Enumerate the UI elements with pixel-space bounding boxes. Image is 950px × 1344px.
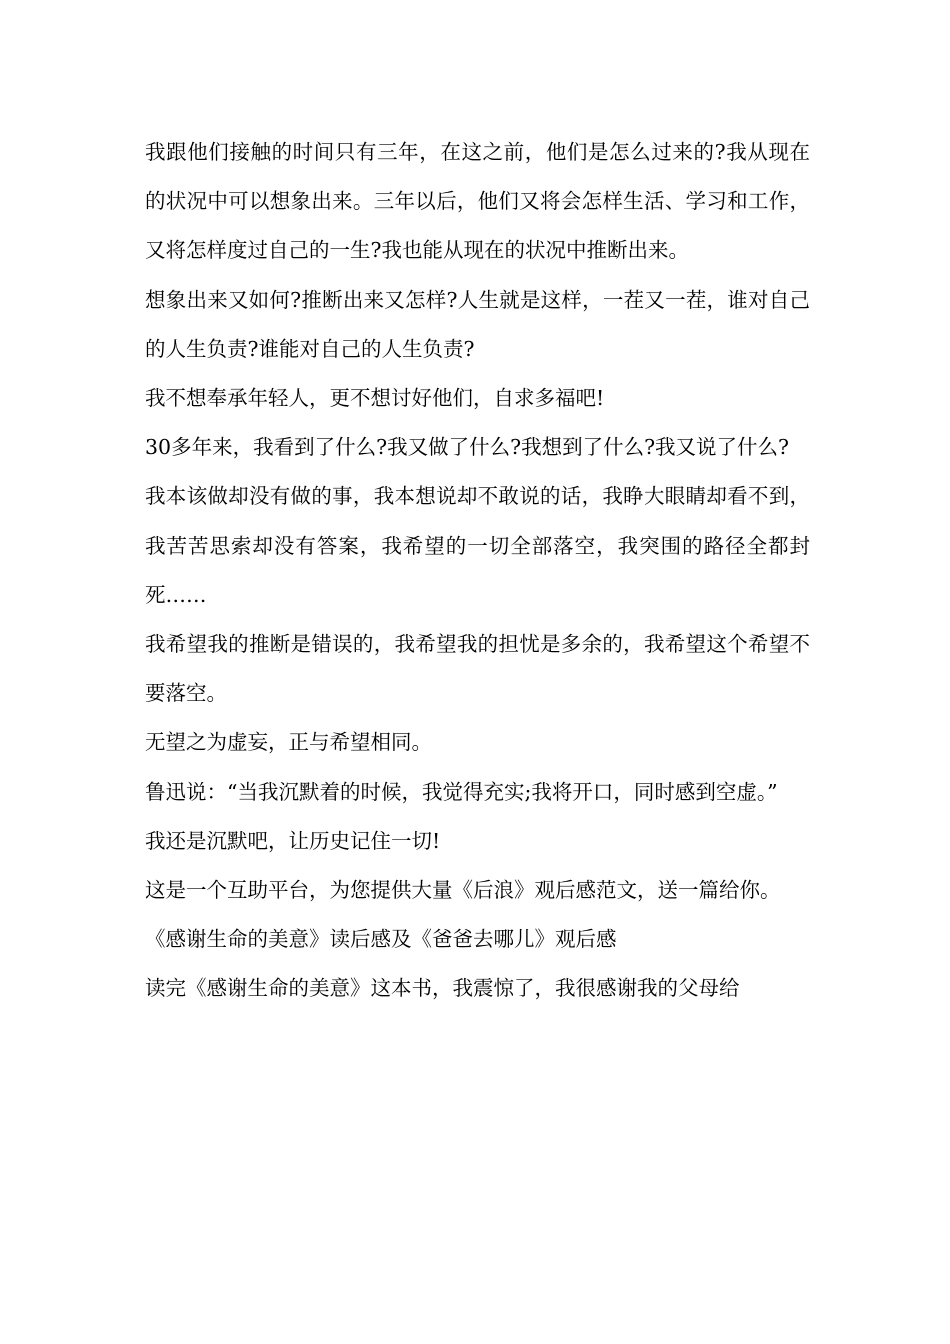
paragraph: 我本该做却没有做的事，我本想说却不敢说的话，我睁大眼睛却看不到，我苦苦思索却没有答案，我希望的一切全部落空，我突围的路径全都封死……	[145, 484, 810, 607]
paragraph: 30多年来，我看到了什么?我又做了什么?我想到了什么?我又说了什么?	[145, 435, 790, 460]
paragraph: 我跟他们接触的时间只有三年，在这之前，他们是怎么过来的?我从现在的状况中可以想象出来。三年以后，他们又将会怎样生活、学习和工作，又将怎样度过自己的一生?我也能从现在的状况中推断出来。	[145, 140, 810, 263]
paragraph: 想象出来又如何?推断出来又怎样?人生就是这样，一茬又一茬，谁对自己的人生负责?谁能对自己的人生负责?	[145, 287, 810, 361]
paragraph: 我希望我的推断是错误的，我希望我的担忧是多余的，我希望这个希望不要落空。	[145, 632, 810, 706]
paragraph: 无望之为虚妄，正与希望相同。	[145, 730, 432, 755]
paragraph: 我还是沉默吧，让历史记住一切!	[145, 828, 441, 853]
paragraph: 读完《感谢生命的美意》这本书，我震惊了，我很感谢我的父母给	[145, 976, 740, 1001]
paragraph: 鲁迅说：“当我沉默着的时候，我觉得充实;我将开口，同时感到空虚。”	[145, 779, 778, 804]
paragraph: 这是一个互助平台，为您提供大量《后浪》观后感范文，送一篇给你。	[145, 878, 781, 903]
paragraph: 我不想奉承年轻人，更不想讨好他们，自求多福吧!	[145, 386, 605, 411]
document-body	[145, 128, 810, 1014]
paragraph: 《感谢生命的美意》读后感及《爸爸去哪儿》观后感	[145, 927, 617, 952]
